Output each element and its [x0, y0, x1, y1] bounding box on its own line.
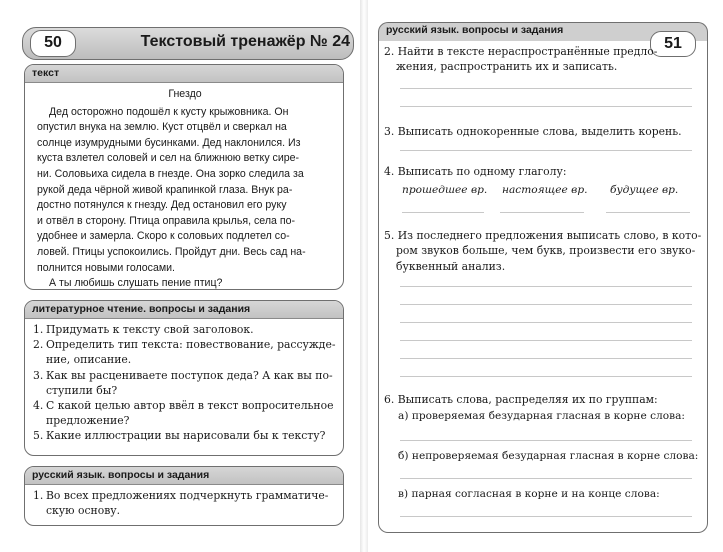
answer-line — [400, 106, 692, 107]
list-item: 3. Как вы расцениваете поступок деда? А как вы по- ступили бы? — [33, 368, 333, 397]
answer-line — [400, 340, 692, 341]
answer-line — [400, 440, 692, 441]
page-title: Текстовый тренажёр № 24 — [140, 33, 350, 50]
story-line: достно потянулся к гнезду. Дед остановил его руку — [37, 199, 287, 212]
story-line: удобнее и замерла. Скоро к соловьих подлетел со- — [37, 230, 290, 243]
section-label: текст — [25, 65, 343, 83]
question-6a: а) проверяемая безударная гласная в корне слова: — [398, 410, 685, 422]
page-number-right: 51 — [650, 31, 696, 57]
russian-questions — [25, 485, 343, 518]
story-line: куста взлетел соловей и сел на ближнюю ветку сире- — [37, 152, 300, 165]
page-number-left: 50 — [30, 30, 76, 57]
answer-line — [400, 322, 692, 323]
list-item: 1. Придумать к тексту свой заголовок. — [33, 323, 254, 336]
verb-label-future: будущее вр. — [610, 184, 679, 196]
text-section — [24, 64, 344, 290]
answer-line — [400, 286, 692, 287]
answer-line — [400, 376, 692, 377]
answer-line — [606, 212, 690, 213]
story-question: А ты любишь слушать пение птиц? — [49, 277, 223, 290]
story-line: и отвёл в сторону. Птица оправила крылья, села по- — [37, 214, 295, 227]
question-4: 4. Выписать по одному глаголу: — [384, 165, 567, 178]
answer-line — [400, 478, 692, 479]
answer-line — [400, 88, 692, 89]
story-line: опустил внука на землю. Куст отцвёл и сверкал на — [37, 121, 287, 134]
question-2: 2. Найти в тексте нераспространённые предло- жения, распространить их и записать. — [384, 45, 658, 74]
question-6: 6. Выписать слова, распределяя их по группам: — [384, 393, 658, 406]
question-6b: б) непроверяемая безударная гласная в корне слова: — [398, 450, 699, 462]
russian-section-left — [24, 466, 344, 526]
verb-label-present: настоящее вр. — [502, 184, 588, 196]
list-item: 1. Во всех предложениях подчеркнуть грамматиче- скую основу. — [33, 489, 329, 518]
answer-line — [402, 212, 484, 213]
question-6c: в) парная согласная в корне и на конце слова: — [398, 488, 660, 500]
section-label: литературное чтение. вопросы и задания — [25, 301, 343, 319]
literature-section — [24, 300, 344, 456]
question-5: 5. Из последнего предложения выписать слово, в кото- ром звуков больше, чем букв, произвести его звуко- буквенный анализ. — [384, 229, 702, 273]
left-page — [0, 0, 360, 552]
section-label: русский язык. вопросы и задания — [386, 24, 564, 36]
story-line: ловей. Птицы успокоились. Пройдут дни. Весь сад на- — [37, 245, 306, 258]
question-3: 3. Выписать однокоренные слова, выделить корень. — [384, 125, 682, 138]
answer-line — [400, 516, 692, 517]
section-label: русский язык. вопросы и задания — [25, 467, 343, 485]
list-item: 2. Определить тип текста: повествование, рассужде- ние, описание. — [33, 338, 336, 367]
verb-label-past: прошедшее вр. — [402, 184, 488, 196]
story-line: ни. Соловьиха сидела в гнезде. Она зорко следила за — [37, 167, 304, 180]
answer-line — [400, 358, 692, 359]
story-text — [25, 83, 343, 290]
story-line: полнится новыми голосами. — [37, 261, 175, 274]
answer-line — [500, 212, 584, 213]
story-line: рукой деда чёрной живой крапинкой глаза. Внук ра- — [37, 183, 293, 196]
list-item: 5. Какие иллюстрации вы нарисовали бы к тексту? — [33, 429, 326, 443]
answer-line — [400, 150, 692, 151]
list-item: 4. С какой целью автор ввёл в текст вопросительное предложение? — [33, 399, 334, 428]
story-line: солнце изумрудными бусинками. Дед наклонился. Из — [37, 136, 301, 149]
story-line: Дед осторожно подошёл к кусту крыжовника. Он — [49, 105, 289, 118]
book-spine — [360, 0, 368, 552]
answer-line — [400, 304, 692, 305]
story-title: Гнездо — [168, 88, 202, 100]
literature-questions — [25, 319, 343, 444]
